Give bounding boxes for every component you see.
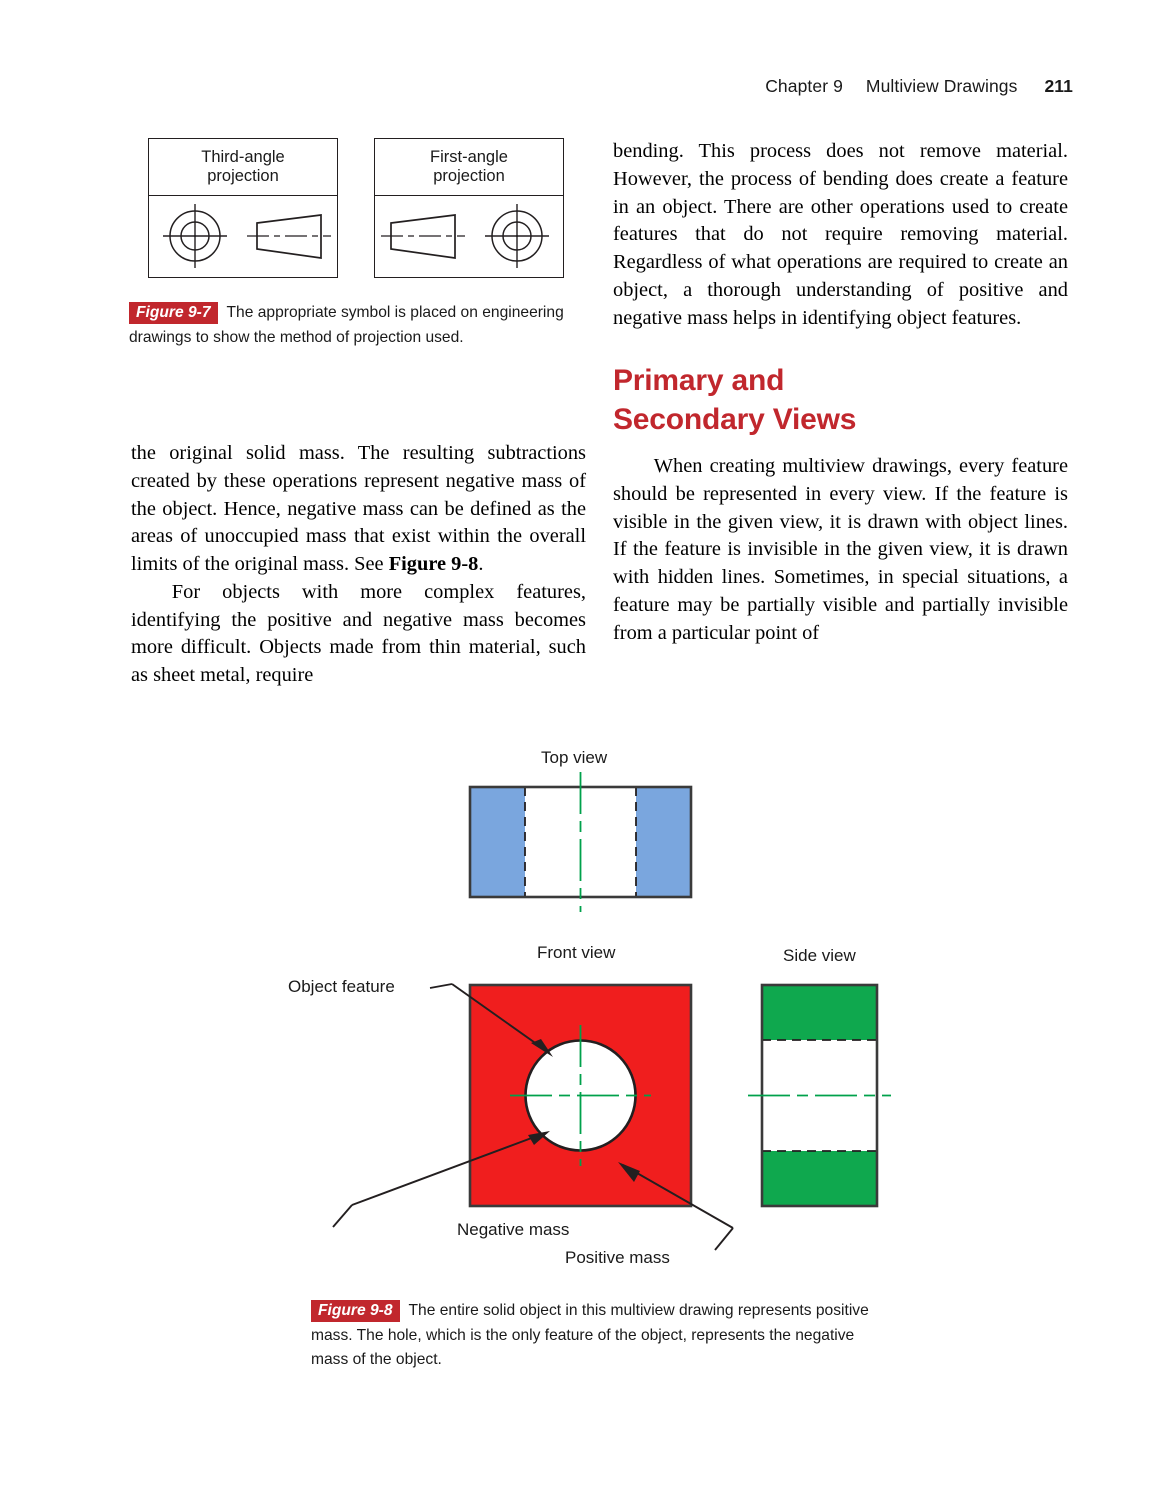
first-angle-projection-panel: [374, 138, 564, 278]
running-head-chapter: Chapter 9: [765, 76, 843, 96]
right-paragraph-top: bending. This process does not remove material. However, the process of bending does create a feature in an object. There are other operations used to create features that do not require removing material. Regardless of what operations are required to create an object, a thorough understanding of positive and negative mass helps in identifying object features.: [613, 140, 1068, 329]
first-angle-projection-label: [375, 139, 563, 196]
figure-9-8-badge: Figure 9-8: [311, 1300, 400, 1322]
left-paragraph-1-run1: the original solid mass. The resulting subtractions created by these operations represent negative mass of the object. Hence, negative mass can be defined as the areas of unoccupied mass that exist within the overall limits of the original mass. See: [131, 442, 586, 575]
third-angle-projection-panel: [148, 138, 338, 278]
running-head-title: Multiview Drawings: [865, 76, 1018, 96]
section-heading-line2: Secondary Views: [613, 402, 857, 436]
left-paragraph-1-run2: .: [478, 553, 484, 575]
side-view-label: Side view: [783, 946, 856, 965]
third-angle-label-line2: projection: [207, 167, 279, 185]
positive-mass-label: Positive mass: [565, 1248, 670, 1267]
first-angle-label-line2: projection: [433, 167, 505, 185]
front-view-label: Front view: [537, 943, 616, 962]
negative-mass-label: Negative mass: [457, 1220, 570, 1239]
object-feature-label: Object feature: [288, 977, 395, 996]
third-angle-label-line1: Third-angle: [201, 147, 285, 166]
figure-9-7-caption: [129, 301, 574, 350]
front-view-drawing: [470, 985, 691, 1206]
figure-9-8-reference: Figure 9-8: [388, 553, 479, 575]
left-paragraph-2-run1: For objects with more complex features, identifying the positive and negative mass becomes more difficult. Objects made from thin material, such as sheet metal, require: [131, 580, 586, 686]
right-text-column: [613, 138, 1068, 647]
figure-9-8-caption: [311, 1299, 886, 1373]
first-angle-label-line1: First-angle: [430, 147, 508, 166]
section-heading-line1: Primary and: [613, 364, 785, 398]
figure-9-7-caption-text: The appropriate symbol is placed on engineering drawings to show the method of projection used.: [129, 304, 564, 346]
right-paragraph-after-heading: When creating multiview drawings, every feature should be represented in every view. If the feature is visible in the given view, it is drawn with object lines. If the feature is invisible in the given view, it is drawn with hidden lines. Sometimes, in special situations, a feature may be partially visible and partially invisible from a particular point of: [613, 455, 1068, 644]
figure-9-8-artwork: [0, 735, 1167, 1280]
figure-9-7-badge: Figure 9-7: [129, 302, 218, 324]
top-view-label: Top view: [541, 748, 608, 767]
section-heading: [613, 362, 1068, 439]
left-paragraph-2: [131, 579, 586, 690]
third-angle-projection-label: [149, 139, 337, 196]
left-text-column: [131, 440, 586, 690]
first-angle-symbol: [375, 196, 563, 276]
running-head: [765, 76, 1073, 97]
left-paragraph-1: [131, 440, 586, 579]
page-number: 211: [1044, 76, 1073, 96]
third-angle-symbol: [149, 196, 337, 276]
top-view-drawing: [470, 772, 691, 912]
side-view-drawing: [748, 985, 891, 1206]
figure-9-8-caption-text: The entire solid object in this multiview drawing represents positive mass. The hole, which is the only feature of the object, represents the negative mass of the object.: [311, 1302, 869, 1369]
